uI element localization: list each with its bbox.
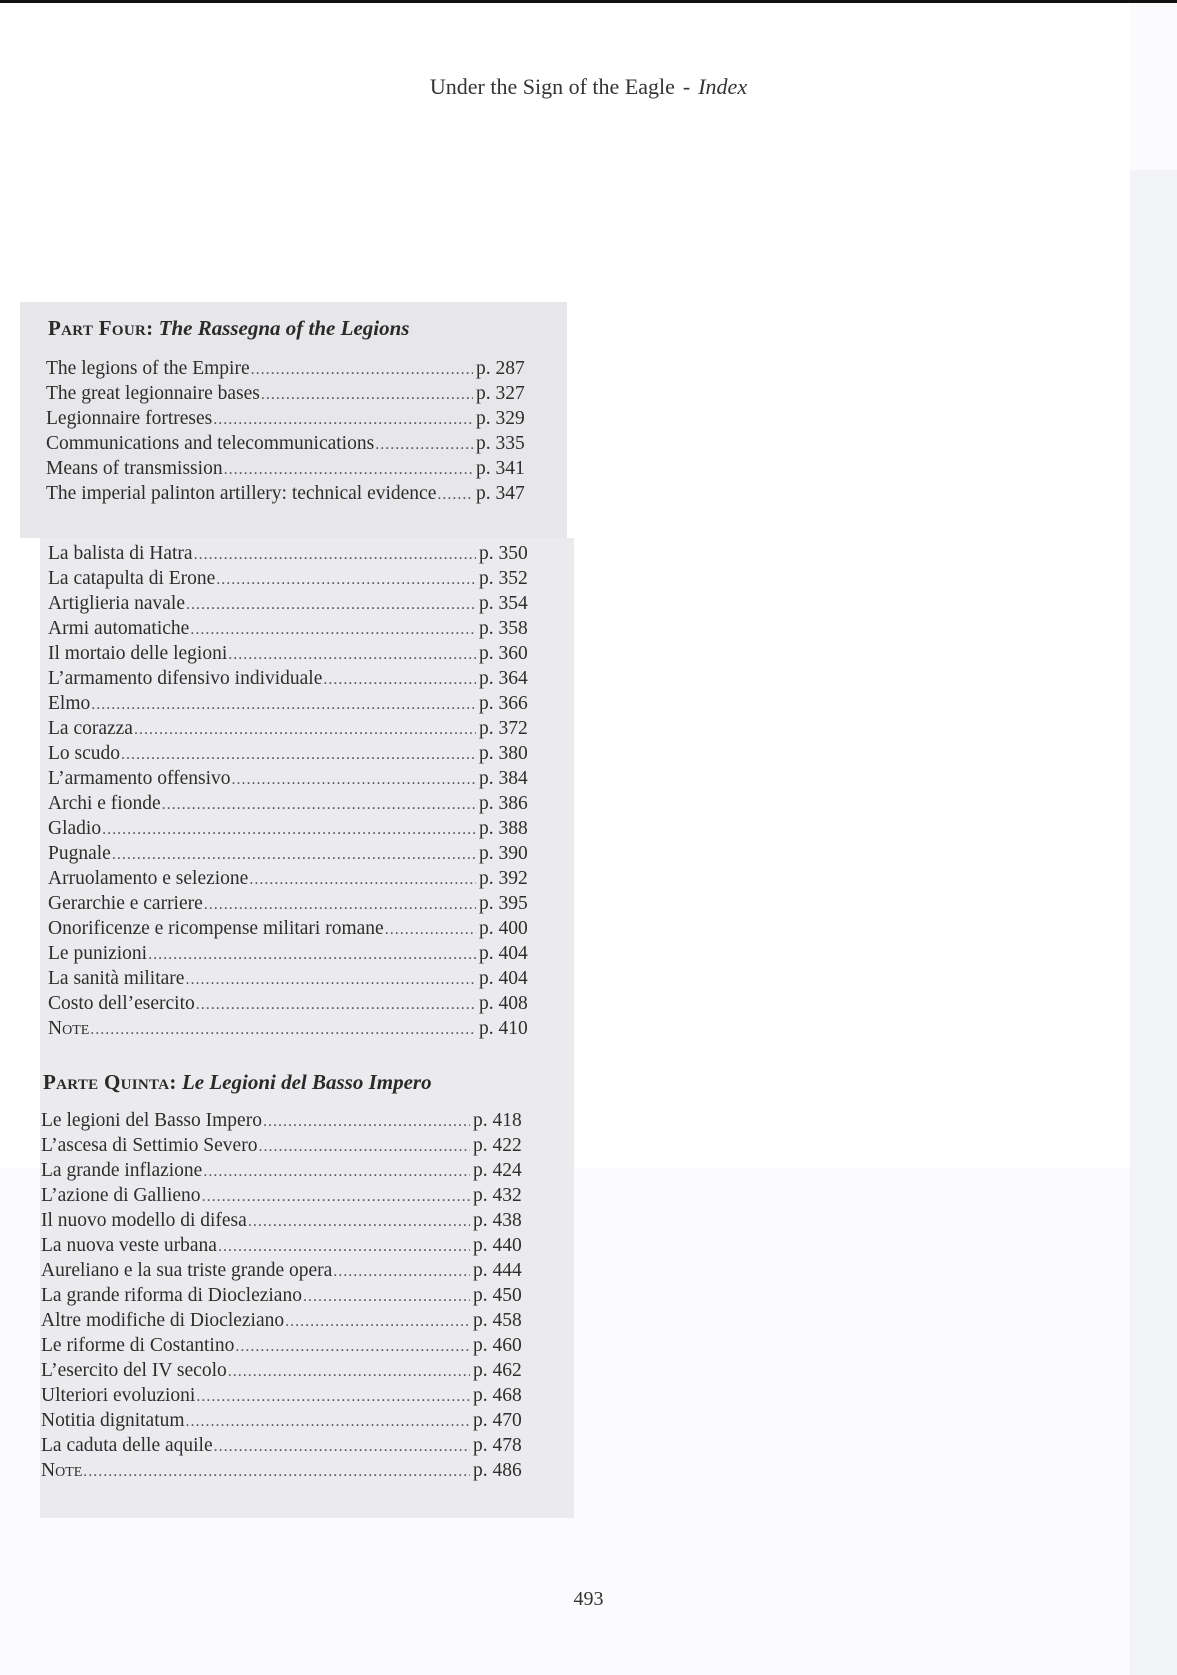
entry-page: p. 360 xyxy=(479,643,528,664)
dot-leader xyxy=(91,696,476,714)
toc-entry xyxy=(46,383,538,408)
entry-title: Il nuovo modello di difesa xyxy=(41,1210,247,1231)
entry-title: Pugnale xyxy=(48,843,111,864)
entry-title: L’armamento difensivo individuale xyxy=(48,668,323,689)
toc-entry xyxy=(46,458,538,483)
dot-leader xyxy=(232,771,477,789)
entry-page: p. 341 xyxy=(476,458,525,479)
entry-page: p. 438 xyxy=(473,1210,522,1231)
toc-entry xyxy=(41,1460,535,1485)
section-title: Index xyxy=(698,74,748,99)
continued-entries xyxy=(48,543,541,1043)
toc-entry xyxy=(41,1285,535,1310)
toc-entry xyxy=(48,618,541,643)
entry-page: p. 395 xyxy=(479,893,528,914)
entry-title: L’esercito del IV secolo xyxy=(41,1360,227,1381)
entry-title: Notitia dignitatum xyxy=(41,1410,185,1431)
entry-page: p. 408 xyxy=(479,993,528,1014)
dot-leader xyxy=(190,621,476,639)
entry-title: Le legioni del Basso Impero xyxy=(41,1110,262,1131)
part-four-title: The Rassegna of the Legions xyxy=(158,316,410,340)
entry-page: p. 366 xyxy=(479,693,528,714)
entry-page: p. 354 xyxy=(479,593,528,614)
toc-entry xyxy=(41,1310,535,1335)
dot-leader xyxy=(196,1388,470,1406)
toc-entry xyxy=(46,433,538,458)
dot-leader xyxy=(213,411,473,429)
entry-title: Ulteriori evoluzioni xyxy=(41,1385,196,1406)
entry-title: The great legionnaire bases xyxy=(46,383,260,404)
entry-title: Archi e fionde xyxy=(48,793,161,814)
dot-leader xyxy=(224,461,473,479)
parte-quinta-entries xyxy=(41,1110,535,1485)
dot-leader xyxy=(235,1338,470,1356)
entry-title: Note xyxy=(41,1460,83,1481)
dot-leader xyxy=(385,921,476,939)
entry-title: La grande inflazione xyxy=(41,1160,203,1181)
entry-title: Armi automatiche xyxy=(48,618,190,639)
part-four-entries xyxy=(46,358,538,508)
entry-page: p. 329 xyxy=(476,408,525,429)
entry-page: p. 470 xyxy=(473,1410,522,1431)
dot-leader xyxy=(214,1438,470,1456)
toc-entry xyxy=(48,593,541,618)
entry-title: Gerarchie e carriere xyxy=(48,893,203,914)
dot-leader xyxy=(228,646,476,664)
toc-entry xyxy=(48,818,541,843)
toc-entry xyxy=(46,483,538,508)
entry-page: p. 468 xyxy=(473,1385,522,1406)
dot-leader xyxy=(204,896,476,914)
dot-leader xyxy=(194,546,476,564)
entry-title: Costo dell’esercito xyxy=(48,993,195,1014)
entry-page: p. 404 xyxy=(479,968,528,989)
toc-entry xyxy=(48,568,541,593)
entry-page: p. 350 xyxy=(479,543,528,564)
entry-title: La corazza xyxy=(48,718,133,739)
dot-leader xyxy=(375,436,473,454)
entry-title: La nuova veste urbana xyxy=(41,1235,217,1256)
dot-leader xyxy=(102,821,476,839)
toc-entry xyxy=(41,1435,535,1460)
entry-page: p. 400 xyxy=(479,918,528,939)
entry-page: p. 460 xyxy=(473,1335,522,1356)
entry-title: Communications and telecommunications xyxy=(46,433,375,454)
entry-title: Means of transmission xyxy=(46,458,223,479)
toc-entry xyxy=(41,1160,535,1185)
toc-entry xyxy=(48,543,541,568)
entry-title: La catapulta di Erone xyxy=(48,568,216,589)
toc-entry xyxy=(46,408,538,433)
entry-title: La grande riforma di Diocleziano xyxy=(41,1285,302,1306)
dot-leader xyxy=(303,1288,470,1306)
entry-page: p. 418 xyxy=(473,1110,522,1131)
dot-leader xyxy=(228,1363,470,1381)
entry-page: p. 347 xyxy=(476,483,525,504)
dot-leader xyxy=(112,846,476,864)
dot-leader xyxy=(186,596,476,614)
dot-leader xyxy=(134,721,476,739)
toc-entry xyxy=(48,943,541,968)
entry-page: p. 424 xyxy=(473,1160,522,1181)
dot-leader xyxy=(249,871,476,889)
dot-leader xyxy=(218,1238,470,1256)
entry-page: p. 372 xyxy=(479,718,528,739)
running-head xyxy=(0,74,1177,100)
toc-entry xyxy=(48,993,541,1018)
toc-entry xyxy=(41,1135,535,1160)
dot-leader xyxy=(162,796,476,814)
dot-leader xyxy=(261,386,473,404)
entry-title: Legionnaire fortreses xyxy=(46,408,213,429)
dot-leader xyxy=(203,1163,470,1181)
entry-title: Lo scudo xyxy=(48,743,121,764)
toc-entry xyxy=(48,743,541,768)
entry-title: L’armamento offensivo xyxy=(48,768,231,789)
book-title: Under the Sign of the Eagle xyxy=(429,74,675,99)
toc-entry xyxy=(48,643,541,668)
parte-quinta-title: Le Legioni del Basso Impero xyxy=(181,1070,432,1094)
running-head-separator: - xyxy=(682,74,691,99)
toc-entry xyxy=(48,968,541,993)
entry-page: p. 486 xyxy=(473,1460,522,1481)
entry-title: Note xyxy=(48,1018,90,1039)
entry-title: Onorificenze e ricompense militari romane xyxy=(48,918,384,939)
dot-leader xyxy=(251,361,473,379)
toc-entry xyxy=(41,1260,535,1285)
toc-entry xyxy=(48,843,541,868)
entry-page: p. 422 xyxy=(473,1135,522,1156)
entry-title: La caduta delle aquile xyxy=(41,1435,213,1456)
entry-page: p. 364 xyxy=(479,668,528,689)
entry-page: p. 380 xyxy=(479,743,528,764)
entry-title: Artiglieria navale xyxy=(48,593,185,614)
page-number: 493 xyxy=(573,1588,604,1610)
dot-leader xyxy=(258,1138,470,1156)
entry-title: Le riforme di Costantino xyxy=(41,1335,235,1356)
parte-quinta-heading xyxy=(43,1070,432,1095)
dot-leader xyxy=(202,1188,470,1206)
entry-page: p. 440 xyxy=(473,1235,522,1256)
entry-page: p. 432 xyxy=(473,1185,522,1206)
entry-page: p. 335 xyxy=(476,433,525,454)
dot-leader xyxy=(83,1463,470,1481)
entry-page: p. 388 xyxy=(479,818,528,839)
dot-leader xyxy=(323,671,476,689)
dot-leader xyxy=(437,486,473,504)
entry-title: The legions of the Empire xyxy=(46,358,250,379)
entry-title: L’ascesa di Settimio Severo xyxy=(41,1135,258,1156)
entry-title: Le punizioni xyxy=(48,943,148,964)
entry-title: L’azione di Gallieno xyxy=(41,1185,201,1206)
dot-leader xyxy=(216,571,476,589)
entry-title: La sanità militare xyxy=(48,968,185,989)
toc-entry xyxy=(41,1185,535,1210)
toc-entry xyxy=(48,1018,541,1043)
entry-page: p. 386 xyxy=(479,793,528,814)
toc-entry xyxy=(41,1110,535,1135)
entry-title: The imperial palinton artillery: technical evidence xyxy=(46,483,437,504)
toc-entry xyxy=(41,1235,535,1260)
entry-page: p. 410 xyxy=(479,1018,528,1039)
toc-entry xyxy=(46,358,538,383)
toc-entry xyxy=(48,718,541,743)
toc-entry xyxy=(48,768,541,793)
dot-leader xyxy=(121,746,476,764)
entry-page: p. 287 xyxy=(476,358,525,379)
toc-entry xyxy=(48,918,541,943)
entry-page: p. 352 xyxy=(479,568,528,589)
entry-page: p. 444 xyxy=(473,1260,522,1281)
dot-leader xyxy=(248,1213,470,1231)
dot-leader xyxy=(90,1021,476,1039)
entry-title: La balista di Hatra xyxy=(48,543,193,564)
toc-entry xyxy=(41,1410,535,1435)
entry-title: Elmo xyxy=(48,693,91,714)
toc-entry xyxy=(41,1385,535,1410)
dot-leader xyxy=(148,946,476,964)
toc-entry xyxy=(41,1210,535,1235)
entry-page: p. 450 xyxy=(473,1285,522,1306)
entry-title: Arruolamento e selezione xyxy=(48,868,249,889)
entry-page: p. 478 xyxy=(473,1435,522,1456)
toc-entry xyxy=(41,1335,535,1360)
dot-leader xyxy=(285,1313,470,1331)
entry-page: p. 390 xyxy=(479,843,528,864)
toc-entry xyxy=(48,868,541,893)
entry-title: Gladio xyxy=(48,818,102,839)
right-margin-shade xyxy=(1130,170,1177,1675)
entry-title: Il mortaio delle legioni xyxy=(48,643,228,664)
part-four-heading xyxy=(48,316,409,341)
dot-leader xyxy=(333,1263,470,1281)
entry-page: p. 358 xyxy=(479,618,528,639)
toc-entry xyxy=(48,793,541,818)
dot-leader xyxy=(263,1113,470,1131)
dot-leader xyxy=(185,971,476,989)
dot-leader xyxy=(196,996,476,1014)
parte-quinta-label: Parte Quinta: xyxy=(43,1070,177,1094)
entry-page: p. 384 xyxy=(479,768,528,789)
toc-entry xyxy=(41,1360,535,1385)
entry-page: p. 327 xyxy=(476,383,525,404)
part-four-label: Part Four: xyxy=(48,316,154,340)
entry-page: p. 404 xyxy=(479,943,528,964)
entry-title: Altre modifiche di Diocleziano xyxy=(41,1310,285,1331)
toc-entry xyxy=(48,693,541,718)
dot-leader xyxy=(186,1413,470,1431)
entry-page: p. 392 xyxy=(479,868,528,889)
entry-page: p. 462 xyxy=(473,1360,522,1381)
entry-title: Aureliano e la sua triste grande opera xyxy=(41,1260,333,1281)
toc-entry xyxy=(48,893,541,918)
entry-page: p. 458 xyxy=(473,1310,522,1331)
toc-entry xyxy=(48,668,541,693)
